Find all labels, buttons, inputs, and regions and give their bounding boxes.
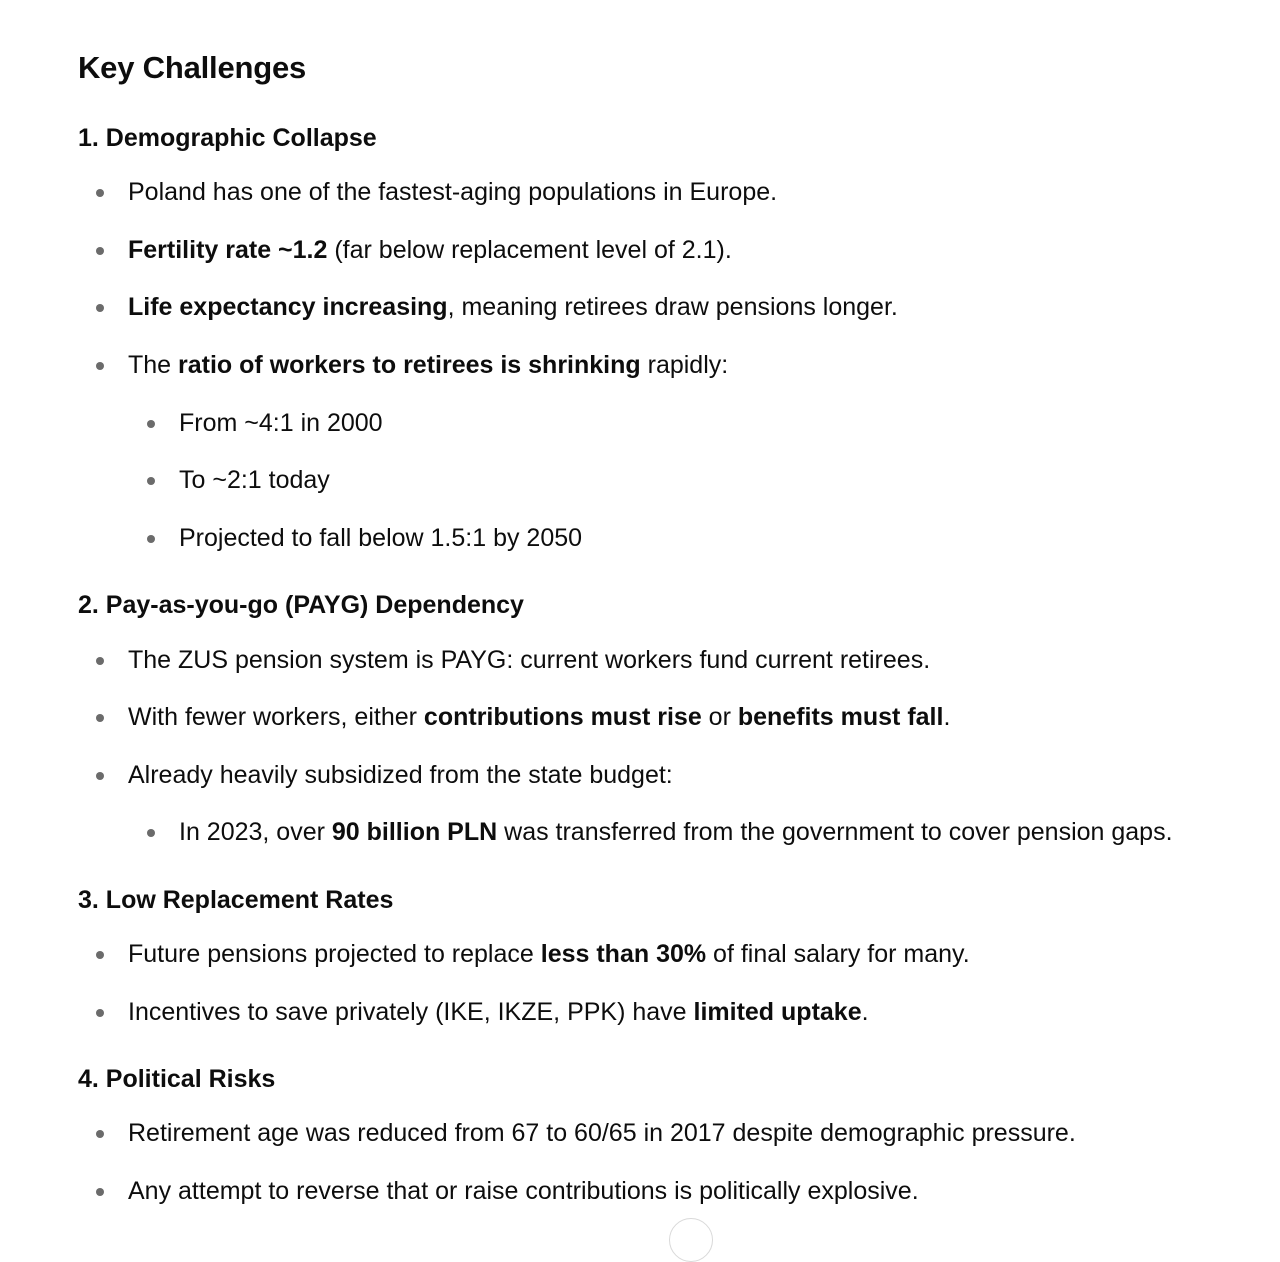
- list-item-text: or: [701, 703, 738, 731]
- list-item-text: (far below replacement level of 2.1).: [327, 236, 732, 264]
- list-item-text: Retirement age was reduced from 67 to 60/65 in 2017 despite demographic pressure.: [128, 1119, 1076, 1147]
- sub-list-item: [179, 406, 383, 440]
- list-item-text: , meaning retirees draw pensions longer.: [447, 293, 898, 321]
- list-item-text: To ~2:1 today: [179, 466, 330, 494]
- section-heading-demographic-collapse: 1. Demographic Collapse: [78, 124, 377, 152]
- list-item-text: In 2023, over: [179, 818, 332, 846]
- list-item: [128, 995, 869, 1029]
- list-item-text: Poland has one of the fastest-aging populations in Europe.: [128, 178, 778, 206]
- section-heading-low-replacement-rates: 3. Low Replacement Rates: [78, 886, 394, 914]
- list-item: [128, 175, 777, 209]
- scroll-down-button[interactable]: [669, 1218, 713, 1262]
- list-item-text: From ~4:1 in 2000: [179, 409, 383, 437]
- list-item: [128, 1116, 1076, 1150]
- sub-list-item: [179, 463, 330, 497]
- sub-list-item: [179, 815, 1173, 849]
- list-item-emphasis: contributions must rise: [423, 703, 702, 731]
- list-item-text: Any attempt to reverse that or raise contributions is politically explosive.: [128, 1177, 919, 1205]
- list-item: [128, 700, 950, 734]
- list-item-text: of final salary for many.: [706, 940, 970, 968]
- list-item-emphasis: ratio of workers to retirees is shrinking: [178, 351, 641, 379]
- list-item-text: Incentives to save privately (IKE, IKZE, PPK) have: [128, 998, 694, 1026]
- list-item: [128, 290, 898, 324]
- list-item-emphasis: less than 30%: [540, 940, 707, 968]
- list-item-emphasis: Life expectancy increasing: [128, 293, 448, 321]
- list-item: [128, 1174, 919, 1208]
- page-title: Key Challenges: [78, 50, 307, 85]
- list-item-emphasis: Fertility rate ~1.2: [128, 236, 328, 264]
- list-item-emphasis: 90 billion PLN: [331, 818, 498, 846]
- section-heading-payg-dependency: 2. Pay-as-you-go (PAYG) Dependency: [78, 591, 524, 619]
- list-item-text: rapidly:: [640, 351, 729, 379]
- section-heading-political-risks: 4. Political Risks: [78, 1065, 276, 1093]
- list-item: [128, 233, 732, 267]
- list-item-emphasis: limited uptake: [693, 998, 862, 1026]
- list-item-text: was transferred from the government to cover pension gaps.: [497, 818, 1173, 846]
- list-item-text: .: [943, 703, 951, 731]
- list-item: [128, 758, 673, 792]
- list-item-text: .: [861, 998, 869, 1026]
- list-item-text: The: [128, 351, 179, 379]
- list-item-text: Projected to fall below 1.5:1 by 2050: [179, 524, 583, 552]
- list-item-text: Future pensions projected to replace: [128, 940, 541, 968]
- list-item-text: The ZUS pension system is PAYG: current workers fund current retirees.: [128, 646, 931, 674]
- list-item-text: With fewer workers, either: [128, 703, 424, 731]
- list-item: [128, 643, 930, 677]
- list-item-emphasis: benefits must fall: [737, 703, 944, 731]
- list-item: [128, 937, 970, 971]
- sub-list-item: [179, 521, 582, 555]
- list-item: [128, 348, 728, 382]
- list-item-text: Already heavily subsidized from the state budget:: [128, 761, 673, 789]
